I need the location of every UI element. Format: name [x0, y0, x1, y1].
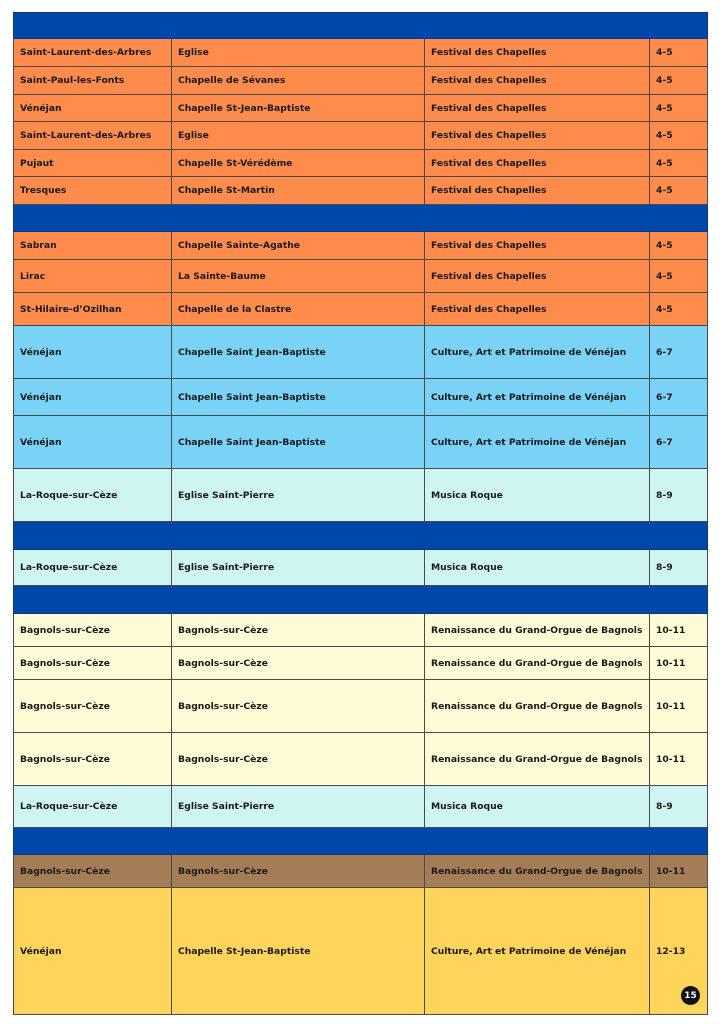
- location-cell: Lirac: [14, 260, 172, 292]
- location-cell: Sabran: [14, 232, 172, 259]
- page-cell: 4-5: [656, 303, 673, 315]
- organizer-cell: Culture, Art et Patrimoine de Vénéjan: [425, 416, 650, 468]
- page-cell: 4-5: [656, 157, 673, 169]
- organizer-cell: Culture, Art et Patrimoine de Vénéjan: [425, 888, 650, 1014]
- organizer-cell: Culture, Art et Patrimoine de Vénéjan: [425, 326, 650, 378]
- location-cell: Bagnols-sur-Cèze: [14, 614, 172, 646]
- venue-cell: Eglise Saint-Pierre: [172, 786, 425, 827]
- venue-cell: Chapelle de Sévanes: [172, 67, 425, 94]
- venue-cell: Chapelle Saint Jean-Baptiste: [172, 379, 425, 415]
- events-table: [13, 12, 708, 1015]
- venue-cell: Eglise Saint-Pierre: [172, 550, 425, 585]
- venue-cell: Bagnols-sur-Cèze: [172, 614, 425, 646]
- table-row: [13, 67, 708, 95]
- organizer-cell: Festival des Chapelles: [425, 150, 650, 176]
- location-cell: Bagnols-sur-Cèze: [14, 647, 172, 679]
- table-row: [13, 293, 708, 326]
- venue-cell: Chapelle St-Jean-Baptiste: [172, 95, 425, 121]
- page-cell: 8-9: [656, 562, 673, 573]
- page-cell: 6-7: [656, 436, 673, 448]
- venue-cell: Bagnols-sur-Cèze: [172, 733, 425, 785]
- venue-cell: Eglise Saint-Pierre: [172, 469, 425, 521]
- table-row: [13, 614, 708, 647]
- page-cell: 8-9: [656, 489, 673, 501]
- table-row: [13, 177, 708, 205]
- table-row: [13, 122, 708, 150]
- venue-cell: Chapelle St-Vérédème: [172, 150, 425, 176]
- venue-cell: Chapelle Saint Jean-Baptiste: [172, 326, 425, 378]
- location-cell: Vénéjan: [14, 888, 172, 1014]
- page-cell: 10-11: [656, 624, 686, 636]
- section-band: [13, 12, 708, 39]
- organizer-cell: Musica Roque: [425, 786, 650, 827]
- table-row: [13, 888, 708, 1015]
- organizer-cell: Renaissance du Grand-Orgue de Bagnols: [425, 647, 650, 679]
- table-row: [13, 733, 708, 786]
- table-row: [13, 260, 708, 293]
- table-row: [13, 550, 708, 586]
- table-row: [13, 469, 708, 522]
- page-cell: 6-7: [656, 346, 673, 358]
- location-cell: Tresques: [14, 177, 172, 204]
- page-cell: 4-5: [656, 240, 673, 251]
- organizer-cell: Renaissance du Grand-Orgue de Bagnols: [425, 855, 650, 887]
- section-band: [13, 586, 708, 614]
- table-row: [13, 416, 708, 469]
- page-cell: 4-5: [656, 130, 673, 141]
- table-row: [13, 95, 708, 122]
- organizer-cell: Musica Roque: [425, 550, 650, 585]
- page-cell: 4-5: [656, 47, 673, 58]
- venue-cell: Bagnols-sur-Cèze: [172, 680, 425, 732]
- page-cell: 4-5: [656, 270, 673, 282]
- location-cell: Vénéjan: [14, 416, 172, 468]
- venue-cell: La Sainte-Baume: [172, 260, 425, 292]
- location-cell: Vénéjan: [14, 379, 172, 415]
- organizer-cell: Musica Roque: [425, 469, 650, 521]
- page-cell: 10-11: [656, 700, 686, 712]
- table-row: [13, 379, 708, 416]
- organizer-cell: Festival des Chapelles: [425, 177, 650, 204]
- page-cell: 10-11: [656, 657, 686, 669]
- location-cell: La-Roque-sur-Cèze: [14, 469, 172, 521]
- location-cell: Saint-Paul-les-Fonts: [14, 67, 172, 94]
- table-row: [13, 786, 708, 828]
- location-cell: Bagnols-sur-Cèze: [14, 733, 172, 785]
- page-number-badge: 15: [681, 986, 700, 1005]
- venue-cell: Chapelle Saint Jean-Baptiste: [172, 416, 425, 468]
- organizer-cell: Festival des Chapelles: [425, 293, 650, 325]
- table-row: [13, 680, 708, 733]
- organizer-cell: Festival des Chapelles: [425, 122, 650, 149]
- venue-cell: Bagnols-sur-Cèze: [172, 855, 425, 887]
- location-cell: Saint-Laurent-des-Arbres: [14, 122, 172, 149]
- venue-cell: Eglise: [172, 39, 425, 66]
- venue-cell: Chapelle St-Jean-Baptiste: [172, 888, 425, 1014]
- page-cell: 12-13: [656, 945, 686, 957]
- table-row: [13, 39, 708, 67]
- location-cell: Saint-Laurent-des-Arbres: [14, 39, 172, 66]
- venue-cell: Chapelle de la Clastre: [172, 293, 425, 325]
- venue-cell: Chapelle St-Martin: [172, 177, 425, 204]
- table-row: [13, 150, 708, 177]
- section-band: [13, 828, 708, 855]
- section-band: [13, 522, 708, 550]
- organizer-cell: Festival des Chapelles: [425, 260, 650, 292]
- section-band: [13, 205, 708, 232]
- organizer-cell: Renaissance du Grand-Orgue de Bagnols: [425, 680, 650, 732]
- organizer-cell: Festival des Chapelles: [425, 39, 650, 66]
- location-cell: Bagnols-sur-Cèze: [14, 855, 172, 887]
- location-cell: Pujaut: [14, 150, 172, 176]
- location-cell: Bagnols-sur-Cèze: [14, 680, 172, 732]
- organizer-cell: Renaissance du Grand-Orgue de Bagnols: [425, 614, 650, 646]
- page-cell: 4-5: [656, 75, 673, 86]
- venue-cell: Eglise: [172, 122, 425, 149]
- page-cell: 4-5: [656, 185, 673, 196]
- venue-cell: Chapelle Sainte-Agathe: [172, 232, 425, 259]
- organizer-cell: Culture, Art et Patrimoine de Vénéjan: [425, 379, 650, 415]
- table-row: [13, 647, 708, 680]
- organizer-cell: Festival des Chapelles: [425, 67, 650, 94]
- location-cell: St-Hilaire-d’Ozilhan: [14, 293, 172, 325]
- location-cell: Vénéjan: [14, 95, 172, 121]
- page-cell: 8-9: [656, 801, 673, 812]
- page-cell: 10-11: [656, 753, 686, 765]
- table-row: [13, 232, 708, 260]
- organizer-cell: Festival des Chapelles: [425, 232, 650, 259]
- page-cell: 6-7: [656, 391, 673, 403]
- page-cell: 10-11: [656, 865, 686, 877]
- page-cell: 4-5: [656, 102, 673, 114]
- organizer-cell: Renaissance du Grand-Orgue de Bagnols: [425, 733, 650, 785]
- table-row: [13, 326, 708, 379]
- table-row: [13, 855, 708, 888]
- venue-cell: Bagnols-sur-Cèze: [172, 647, 425, 679]
- location-cell: Vénéjan: [14, 326, 172, 378]
- organizer-cell: Festival des Chapelles: [425, 95, 650, 121]
- location-cell: La-Roque-sur-Cèze: [14, 550, 172, 585]
- location-cell: La-Roque-sur-Cèze: [14, 786, 172, 827]
